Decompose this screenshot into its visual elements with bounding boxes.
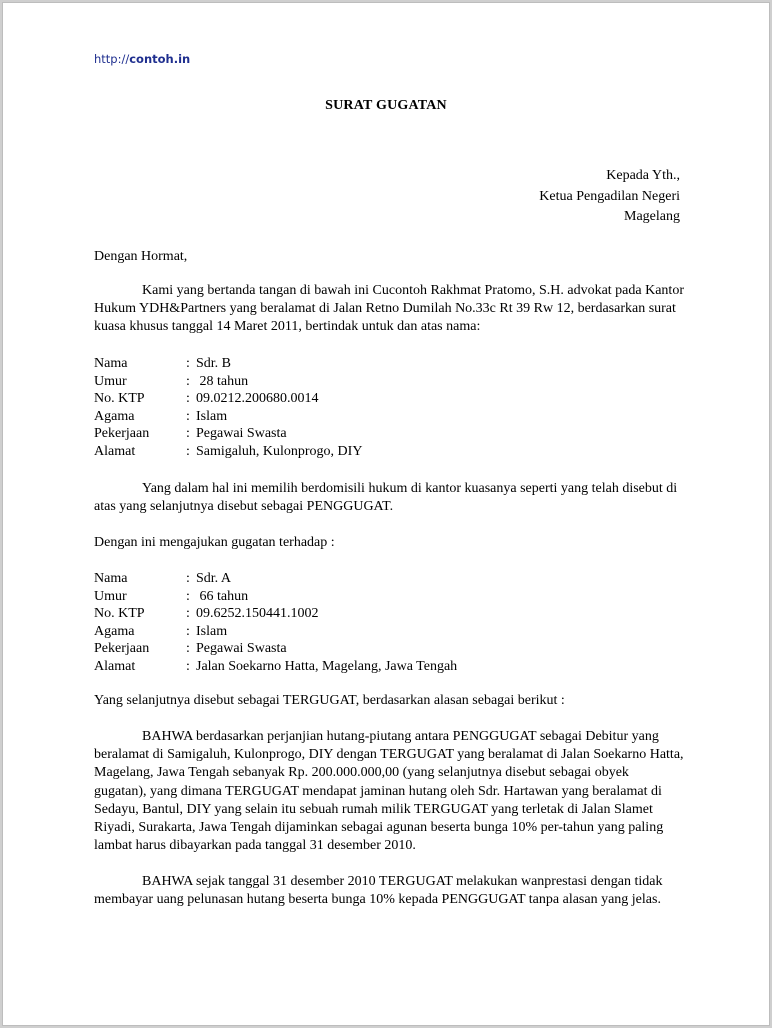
identity-row-religion (94, 623, 457, 641)
field-separator: : (186, 641, 190, 657)
identity-row-age (94, 588, 457, 606)
greeting: Dengan Hormat, (94, 249, 188, 264)
field-label: Alamat (94, 658, 136, 674)
field-value: 09.0212.200680.0014 (196, 391, 319, 407)
field-label: No. KTP (94, 391, 145, 407)
field-label: Alamat (94, 443, 136, 459)
intro-paragraph: Kami yang bertanda tangan di bawah ini Cucontoh Rakhmat Pratomo, S.H. advokat pada Kantor Hukum YDH&Partners yang beralamat di Jalan Retno Dumilah No.33c Rt 39 Rw 12, berdasarkan surat kuasa khusus tanggal 14 Maret 2011, bertindak untuk dan atas nama: (94, 283, 684, 335)
source-link[interactable] (94, 52, 190, 66)
addressee-block (539, 166, 680, 228)
field-label: No. KTP (94, 606, 145, 622)
field-separator: : (186, 623, 190, 639)
field-value: Pegawai Swasta (196, 426, 287, 442)
field-value: Sdr. A (196, 571, 232, 586)
field-separator: : (186, 356, 190, 371)
identity-row-address (94, 658, 457, 676)
field-label: Agama (94, 408, 135, 424)
plaintiff-note-paragraph: Yang dalam hal ini memilih berdomisili hukum di kantor kuasanya seperti yang telah disebut di atas yang selanjutnya disebut sebagai PENGGUGAT. (94, 481, 678, 515)
field-value: 28 tahun (196, 373, 249, 389)
defendant-identity (94, 570, 457, 676)
field-separator: : (186, 658, 190, 674)
field-label: Nama (94, 356, 128, 371)
field-value: Pegawai Swasta (196, 641, 287, 657)
identity-row-age (94, 373, 362, 391)
field-separator: : (186, 373, 190, 389)
identity-row-address (94, 443, 362, 461)
plaintiff-identity (94, 355, 362, 461)
field-separator: : (186, 443, 190, 459)
reason-2-paragraph: BAHWA sejak tanggal 31 desember 2010 TERGUGAT melakukan wanprestasi dengan tidak membayar uang pelunasan hutang beserta bunga 10% kepada PENGGUGAT tanpa alasan yang jelas. (94, 874, 663, 908)
identity-row-name (94, 355, 362, 373)
field-value: Jalan Soekarno Hatta, Magelang, Jawa Tengah (196, 658, 458, 674)
identity-row-name (94, 570, 457, 588)
reason-1-paragraph: BAHWA berdasarkan perjanjian hutang-piutang antara PENGGUGAT sebagai Debitur yang beralamat di Samigaluh, Kulonprogo, DIY dengan TERGUGAT yang beralamat di Jalan Soekarno Hatta, Magelang, Jawa Tengah sebanyak Rp. 200.000.000,00 (yang selanjutnya disebut sebagai obyek gugatan), yang dimana TERGUGAT mendapat jaminan hutang oleh Sdr. Hartawan yang beralamat di Sedayu, Bantul, DIY yang selain itu sebuah rumah milik TERGUGAT yang terletak di Jalan Slamet Riyadi, Surakarta, Jawa Tengah dijaminkan sebagai agunan beserta bunga 10% per-tahun yang paling lambat harus dibayarkan pada tanggal 31 desember 2010. (94, 729, 684, 854)
field-value: 09.6252.150441.1002 (196, 606, 319, 622)
identity-row-religion (94, 408, 362, 426)
field-label: Pekerjaan (94, 426, 150, 442)
field-value: Islam (196, 623, 228, 639)
field-separator: : (186, 571, 190, 586)
field-separator: : (186, 588, 190, 604)
field-value: Islam (196, 408, 228, 424)
field-separator: : (186, 426, 190, 442)
field-separator: : (186, 391, 190, 407)
field-label: Umur (94, 588, 127, 604)
field-label: Agama (94, 623, 135, 639)
url-prefix: http:// (94, 52, 130, 66)
defendant-note-line: Yang selanjutnya disebut sebagai TERGUGAT, berdasarkan alasan sebagai berikut : (94, 693, 565, 708)
field-label: Umur (94, 373, 127, 389)
against-line: Dengan ini mengajukan gugatan terhadap : (94, 535, 335, 550)
url-domain: contoh.in (129, 52, 191, 66)
addressee-line-3: Magelang (624, 209, 680, 224)
identity-row-ktp (94, 390, 362, 408)
letter-page (2, 2, 770, 1026)
addressee-line-2: Ketua Pengadilan Negeri (539, 188, 680, 204)
field-separator: : (186, 606, 190, 622)
field-value: Sdr. B (196, 356, 232, 371)
field-label: Pekerjaan (94, 641, 150, 657)
identity-row-occupation (94, 425, 362, 443)
field-label: Nama (94, 571, 128, 586)
field-separator: : (186, 408, 190, 424)
letter-title: SURAT GUGATAN (325, 98, 447, 113)
addressee-line-1: Kepada Yth., (606, 168, 680, 183)
identity-row-ktp (94, 605, 457, 623)
field-value: 66 tahun (196, 588, 249, 604)
field-value: Samigaluh, Kulonprogo, DIY (196, 443, 363, 459)
identity-row-occupation (94, 640, 457, 658)
